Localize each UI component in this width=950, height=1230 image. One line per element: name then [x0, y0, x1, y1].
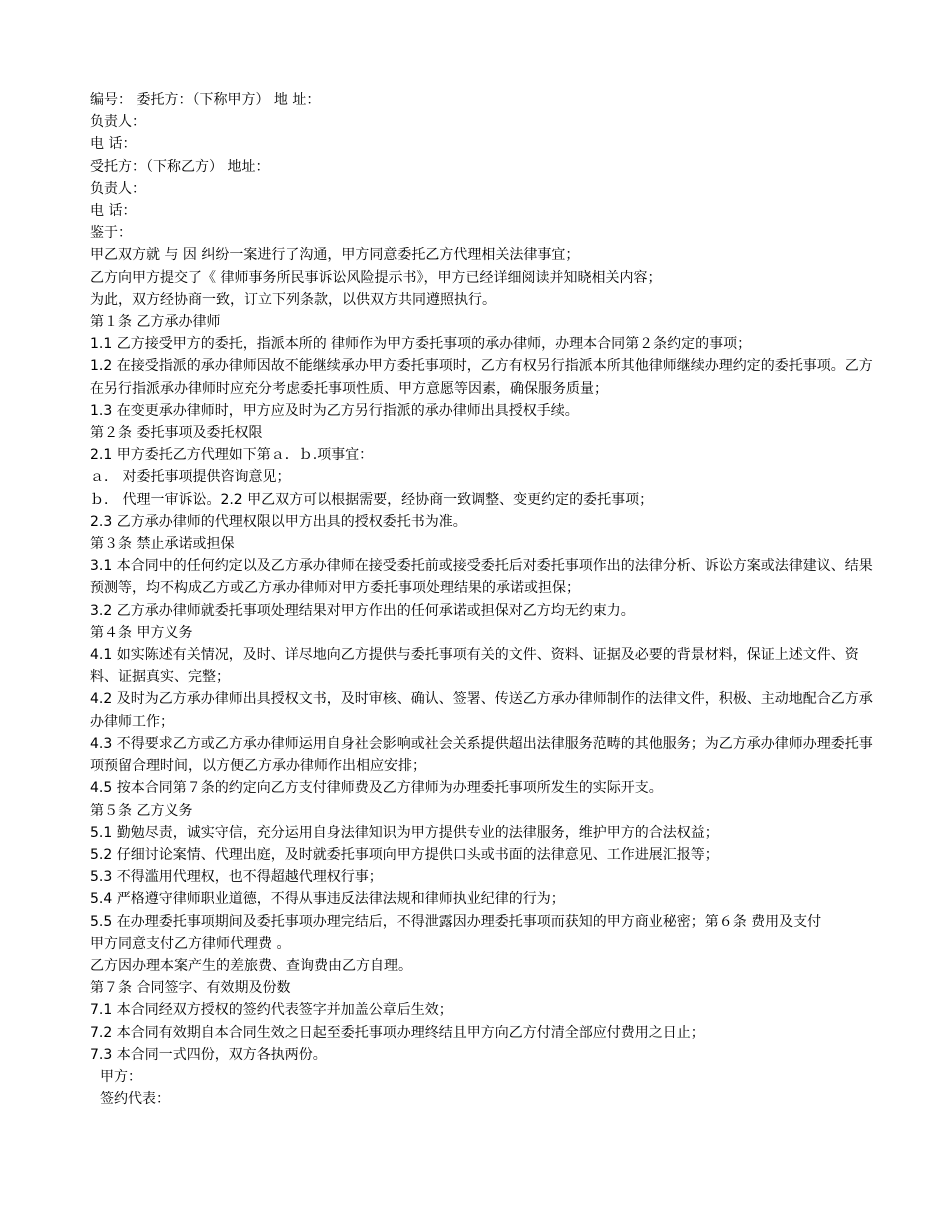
clause-4-5: 4.5 按本合同第７条的约定向乙方支付律师费及乙方律师为办理委托事项所发生的实际开支。	[90, 780, 663, 797]
clause-4-3: 4.3 不得要求乙方或乙方承办律师运用自身社会影响或社会关系提供超出法律服务范畴的其他服务；为乙方承办律师办理委托事项预留合理时间，以方便乙方承办律师作出相应安排；	[90, 735, 873, 775]
clause-3-2: 3.2 乙方承办律师就委托事项处理结果对甲方作出的任何承诺或担保对乙方均无约束力。	[90, 602, 635, 619]
clause-5-4: 5.4 严格遵守律师职业道德，不得从事违反法律法规和律师执业纪律的行为；	[90, 891, 565, 908]
signature-block	[90, 1066, 880, 1110]
contract-preamble	[90, 222, 880, 311]
clause-7-2: 7.2 本合同有效期自本合同生效之日起至委托事项办理终结且甲方向乙方付清全部应付费用之日止；	[90, 1024, 705, 1041]
clause-1-2: 1.2 在接受指派的承办律师因故不能继续承办甲方委托事项时，乙方有权另行指派本所其他律师继续办理约定的委托事项。乙方在另行指派承办律师时应充分考虑委托事项性质、甲方意愿等因素，确保服务质量；	[90, 358, 873, 397]
contract-header	[90, 89, 880, 222]
article-heading-2: 第２条 委托事项及委托权限	[90, 425, 263, 442]
clause-7-3: 7.3 本合同一式四份，双方各执两份。	[90, 1046, 327, 1063]
article-heading-4: 第４条 甲方义务	[90, 624, 193, 641]
article-heading-7: 第７条 合同签字、有效期及份数	[90, 980, 291, 997]
preamble-line: 甲乙双方就 与 因 纠纷一案进行了沟通，甲方同意委托乙方代理相关法律事宜；	[90, 247, 580, 264]
contract-body	[90, 311, 880, 1066]
contract-document	[90, 89, 880, 1110]
clause-2-3: 2.3 乙方承办律师的代理权限以甲方出具的授权委托书为准。	[90, 513, 467, 530]
header-line-number-client: 编号： 委托方：（下称甲方） 地 址：	[90, 92, 321, 108]
clause-5-3: 5.3 不得滥用代理权，也不得超越代理权行事；	[90, 869, 383, 886]
clause-2-1: 2.1 甲方委托乙方代理如下第ａ．ｂ.项事宜：	[90, 447, 374, 464]
article-heading-5: 第５条 乙方义务	[90, 802, 193, 819]
header-line-client-phone: 电 话：	[90, 136, 137, 153]
clause-5-2: 5.2 仔细讨论案情、代理出庭，及时就委托事项向甲方提供口头或书面的法律意见、工作进展汇报等；	[90, 846, 719, 863]
header-line-agent-phone: 电 话：	[90, 203, 137, 220]
signature-party-a: 甲方：	[100, 1068, 142, 1085]
clause-1-3: 1.3 在变更承办律师时，甲方应及时为乙方另行指派的承办律师出具授权手续。	[90, 402, 579, 419]
preamble-line: 为此，双方经协商一致，订立下列条款，以供双方共同遵照执行。	[90, 291, 496, 308]
clause-6-expenses: 乙方因办理本案产生的差旅费、查询费由乙方自理。	[90, 957, 412, 974]
clause-6-fee: 甲方同意支付乙方律师代理费 。	[90, 935, 291, 952]
clause-2-1-a: ａ． 对委托事项提供咨询意见；	[90, 469, 291, 486]
clause-7-1: 7.1 本合同经双方授权的签约代表签字并加盖公章后生效；	[90, 1002, 453, 1019]
header-line-client-person: 负责人：	[90, 114, 146, 131]
clause-3-1: 3.1 本合同中的任何约定以及乙方承办律师在接受委托前或接受委托后对委托事项作出的法律分析、诉讼方案或法律建议、结果预测等，均不构成乙方或乙方承办律师对甲方委托事项处理结果的承诺或担保；	[90, 558, 873, 597]
clause-4-1: 4.1 如实陈述有关情况，及时、详尽地向乙方提供与委托事项有关的文件、资料、证据及必要的背景材料，保证上述文件、资料、证据真实、完整；	[90, 647, 859, 686]
clause-4-2: 4.2 及时为乙方承办律师出具授权文书，及时审核、确认、签署、传送乙方承办律师制作的法律文件，积极、主动地配合乙方承办律师工作；	[90, 691, 873, 730]
header-line-agent-person: 负责人：	[90, 180, 146, 197]
header-line-agent: 受托方：（下称乙方） 地址：	[90, 158, 270, 175]
preamble-line: 鉴于：	[90, 225, 132, 242]
clause-1-1: 1.1 乙方接受甲方的委托，指派本所的 律师作为甲方委托事项的承办律师，办理本合同第２条约定的事项；	[90, 336, 752, 353]
article-heading-1: 第１条 乙方承办律师	[90, 314, 221, 331]
clause-5-1: 5.1 勤勉尽责，诚实守信，充分运用自身法律知识为甲方提供专业的法律服务，维护甲方的合法权益；	[90, 824, 719, 841]
clause-2-1-b: ｂ． 代理一审诉讼。2.2 甲乙双方可以根据需要，经协商一致调整、变更约定的委托事项；	[90, 491, 654, 508]
signature-representative: 签约代表：	[100, 1091, 170, 1108]
article-heading-3: 第３条 禁止承诺或担保	[90, 536, 235, 553]
preamble-line: 乙方向甲方提交了《 律师事务所民事诉讼风险提示书》，甲方已经详细阅读并知晓相关内容；	[90, 269, 662, 286]
clause-5-5: 5.5 在办理委托事项期间及委托事项办理完结后，不得泄露因办理委托事项而获知的甲方商业秘密；第６条 费用及支付	[90, 913, 822, 930]
